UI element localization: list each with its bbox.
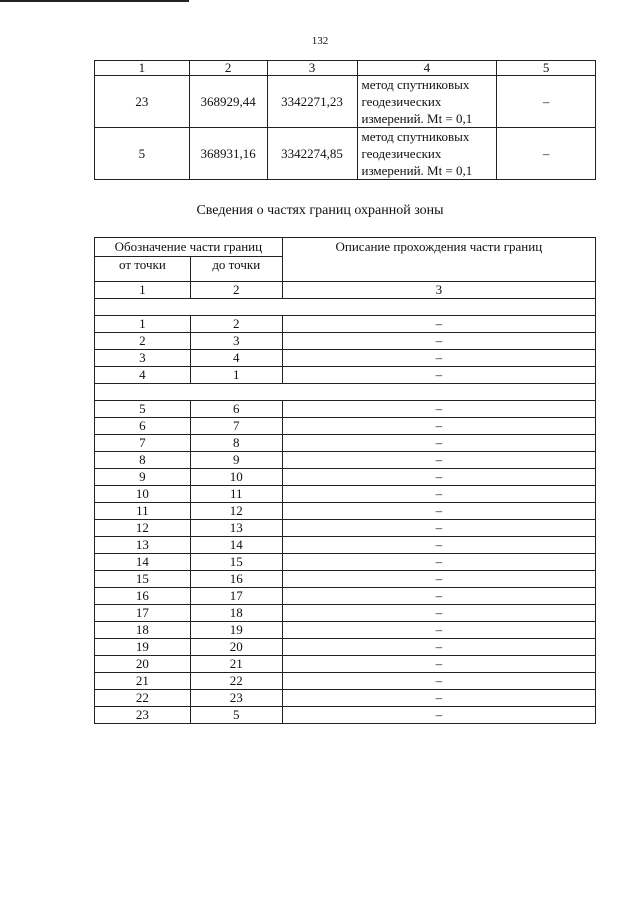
table-row — [95, 316, 596, 333]
from-point-cell: 8 — [95, 452, 191, 469]
column-number-1: 1 — [95, 282, 191, 299]
group-header-cell: Обозначение части границ — [95, 238, 283, 257]
table-row — [95, 707, 596, 724]
table-row — [95, 622, 596, 639]
from-point-cell: 14 — [95, 554, 191, 571]
from-point-cell: 20 — [95, 656, 191, 673]
header-rule — [0, 0, 189, 2]
description-cell: – — [282, 503, 595, 520]
from-point-cell: 5 — [95, 401, 191, 418]
method-line: измерений. Mt = 0,1 — [361, 163, 473, 178]
description-cell: – — [282, 401, 595, 418]
method-line: метод спутниковых — [361, 129, 470, 144]
from-point-cell: 12 — [95, 520, 191, 537]
description-cell: – — [282, 418, 595, 435]
table-row — [95, 401, 596, 418]
table-row — [95, 605, 596, 622]
x-coordinate-cell: 368929,44 — [189, 76, 267, 128]
table-row — [95, 350, 596, 367]
y-coordinate-cell: 3342271,23 — [267, 76, 357, 128]
point-cell: 23 — [95, 76, 190, 128]
table-row — [95, 486, 596, 503]
to-point-cell: 4 — [190, 350, 282, 367]
description-cell: – — [282, 486, 595, 503]
column-number-2: 2 — [189, 61, 267, 76]
table-row — [95, 554, 596, 571]
description-cell: – — [282, 452, 595, 469]
to-point-cell: 15 — [190, 554, 282, 571]
method-cell — [357, 128, 497, 180]
column-number-2: 2 — [190, 282, 282, 299]
description-cell: – — [282, 367, 595, 384]
column-number-1: 1 — [95, 61, 190, 76]
to-point-cell: 19 — [190, 622, 282, 639]
table-row — [95, 537, 596, 554]
description-cell: – — [282, 639, 595, 656]
from-point-cell: 4 — [95, 367, 191, 384]
to-point-cell: 23 — [190, 690, 282, 707]
description-cell: – — [282, 656, 595, 673]
from-point-cell: 13 — [95, 537, 191, 554]
table-row — [95, 571, 596, 588]
table-row — [95, 690, 596, 707]
column-numbers-row — [95, 282, 596, 299]
column-number-3: 3 — [282, 282, 595, 299]
description-cell: – — [282, 469, 595, 486]
from-point-cell: 10 — [95, 486, 191, 503]
from-point-cell: 16 — [95, 588, 191, 605]
contour-separator-row — [95, 384, 596, 401]
table-row — [95, 452, 596, 469]
point-cell: 5 — [95, 128, 190, 180]
to-point-cell: 14 — [190, 537, 282, 554]
from-point-cell: 19 — [95, 639, 191, 656]
column-number-3: 3 — [267, 61, 357, 76]
table-row — [95, 418, 596, 435]
to-point-cell: 6 — [190, 401, 282, 418]
description-cell: – — [282, 537, 595, 554]
description-cell: – — [282, 520, 595, 537]
description-cell: – — [282, 690, 595, 707]
contour-separator-row — [95, 299, 596, 316]
table-row — [95, 367, 596, 384]
description-header-cell: Описание прохождения части границ — [282, 238, 595, 282]
to-point-cell: 22 — [190, 673, 282, 690]
description-cell: – — [282, 707, 595, 724]
to-point-header: до точки — [190, 257, 282, 282]
to-point-cell: 1 — [190, 367, 282, 384]
table-row — [95, 503, 596, 520]
column-number-4: 4 — [357, 61, 497, 76]
page-number: 132 — [311, 35, 329, 47]
to-point-cell: 10 — [190, 469, 282, 486]
section-title: Сведения о частях границ охранной зоны — [196, 203, 444, 218]
table-header-row — [95, 61, 596, 76]
description-cell: – — [282, 605, 595, 622]
table-row — [95, 656, 596, 673]
method-line: геодезических — [361, 94, 442, 109]
description-cell: – — [282, 673, 595, 690]
description-cell: – — [282, 333, 595, 350]
to-point-cell: 17 — [190, 588, 282, 605]
from-point-cell: 22 — [95, 690, 191, 707]
table-row — [95, 128, 596, 180]
description-cell: – — [282, 316, 595, 333]
group-header-row — [95, 238, 596, 257]
from-point-cell: 17 — [95, 605, 191, 622]
separator-cell — [95, 299, 596, 316]
to-point-cell: 9 — [190, 452, 282, 469]
table-row — [95, 673, 596, 690]
from-point-cell: 11 — [95, 503, 191, 520]
method-line: метод спутниковых — [361, 77, 470, 92]
description-cell: – — [282, 435, 595, 452]
to-point-cell: 16 — [190, 571, 282, 588]
to-point-cell: 2 — [190, 316, 282, 333]
to-point-cell: 18 — [190, 605, 282, 622]
table-row — [95, 469, 596, 486]
method-cell — [357, 76, 497, 128]
table-row — [95, 435, 596, 452]
to-point-cell: 11 — [190, 486, 282, 503]
to-point-cell: 20 — [190, 639, 282, 656]
from-point-cell: 18 — [95, 622, 191, 639]
to-point-cell: 3 — [190, 333, 282, 350]
from-point-cell: 23 — [95, 707, 191, 724]
table-row — [95, 76, 596, 128]
description-cell: – — [282, 571, 595, 588]
table-row — [95, 333, 596, 350]
dash-cell: – — [497, 76, 596, 128]
coordinates-table — [94, 60, 596, 180]
from-point-cell: 7 — [95, 435, 191, 452]
from-point-cell: 1 — [95, 316, 191, 333]
separator-cell — [95, 384, 596, 401]
description-cell: – — [282, 350, 595, 367]
to-point-cell: 5 — [190, 707, 282, 724]
from-point-cell: 3 — [95, 350, 191, 367]
method-line: геодезических — [361, 146, 442, 161]
to-point-cell: 12 — [190, 503, 282, 520]
from-point-cell: 6 — [95, 418, 191, 435]
from-point-cell: 9 — [95, 469, 191, 486]
dash-cell: – — [497, 128, 596, 180]
table-row — [95, 639, 596, 656]
table-row — [95, 588, 596, 605]
to-point-cell: 7 — [190, 418, 282, 435]
from-point-header: от точки — [95, 257, 191, 282]
to-point-cell: 21 — [190, 656, 282, 673]
to-point-cell: 13 — [190, 520, 282, 537]
from-point-cell: 21 — [95, 673, 191, 690]
description-cell: – — [282, 554, 595, 571]
description-cell: – — [282, 588, 595, 605]
description-cell: – — [282, 622, 595, 639]
to-point-cell: 8 — [190, 435, 282, 452]
table-row — [95, 520, 596, 537]
from-point-cell: 15 — [95, 571, 191, 588]
method-line: измерений. Mt = 0,1 — [361, 111, 473, 126]
column-number-5: 5 — [497, 61, 596, 76]
x-coordinate-cell: 368931,16 — [189, 128, 267, 180]
y-coordinate-cell: 3342274,85 — [267, 128, 357, 180]
boundary-parts-table — [94, 237, 596, 724]
from-point-cell: 2 — [95, 333, 191, 350]
